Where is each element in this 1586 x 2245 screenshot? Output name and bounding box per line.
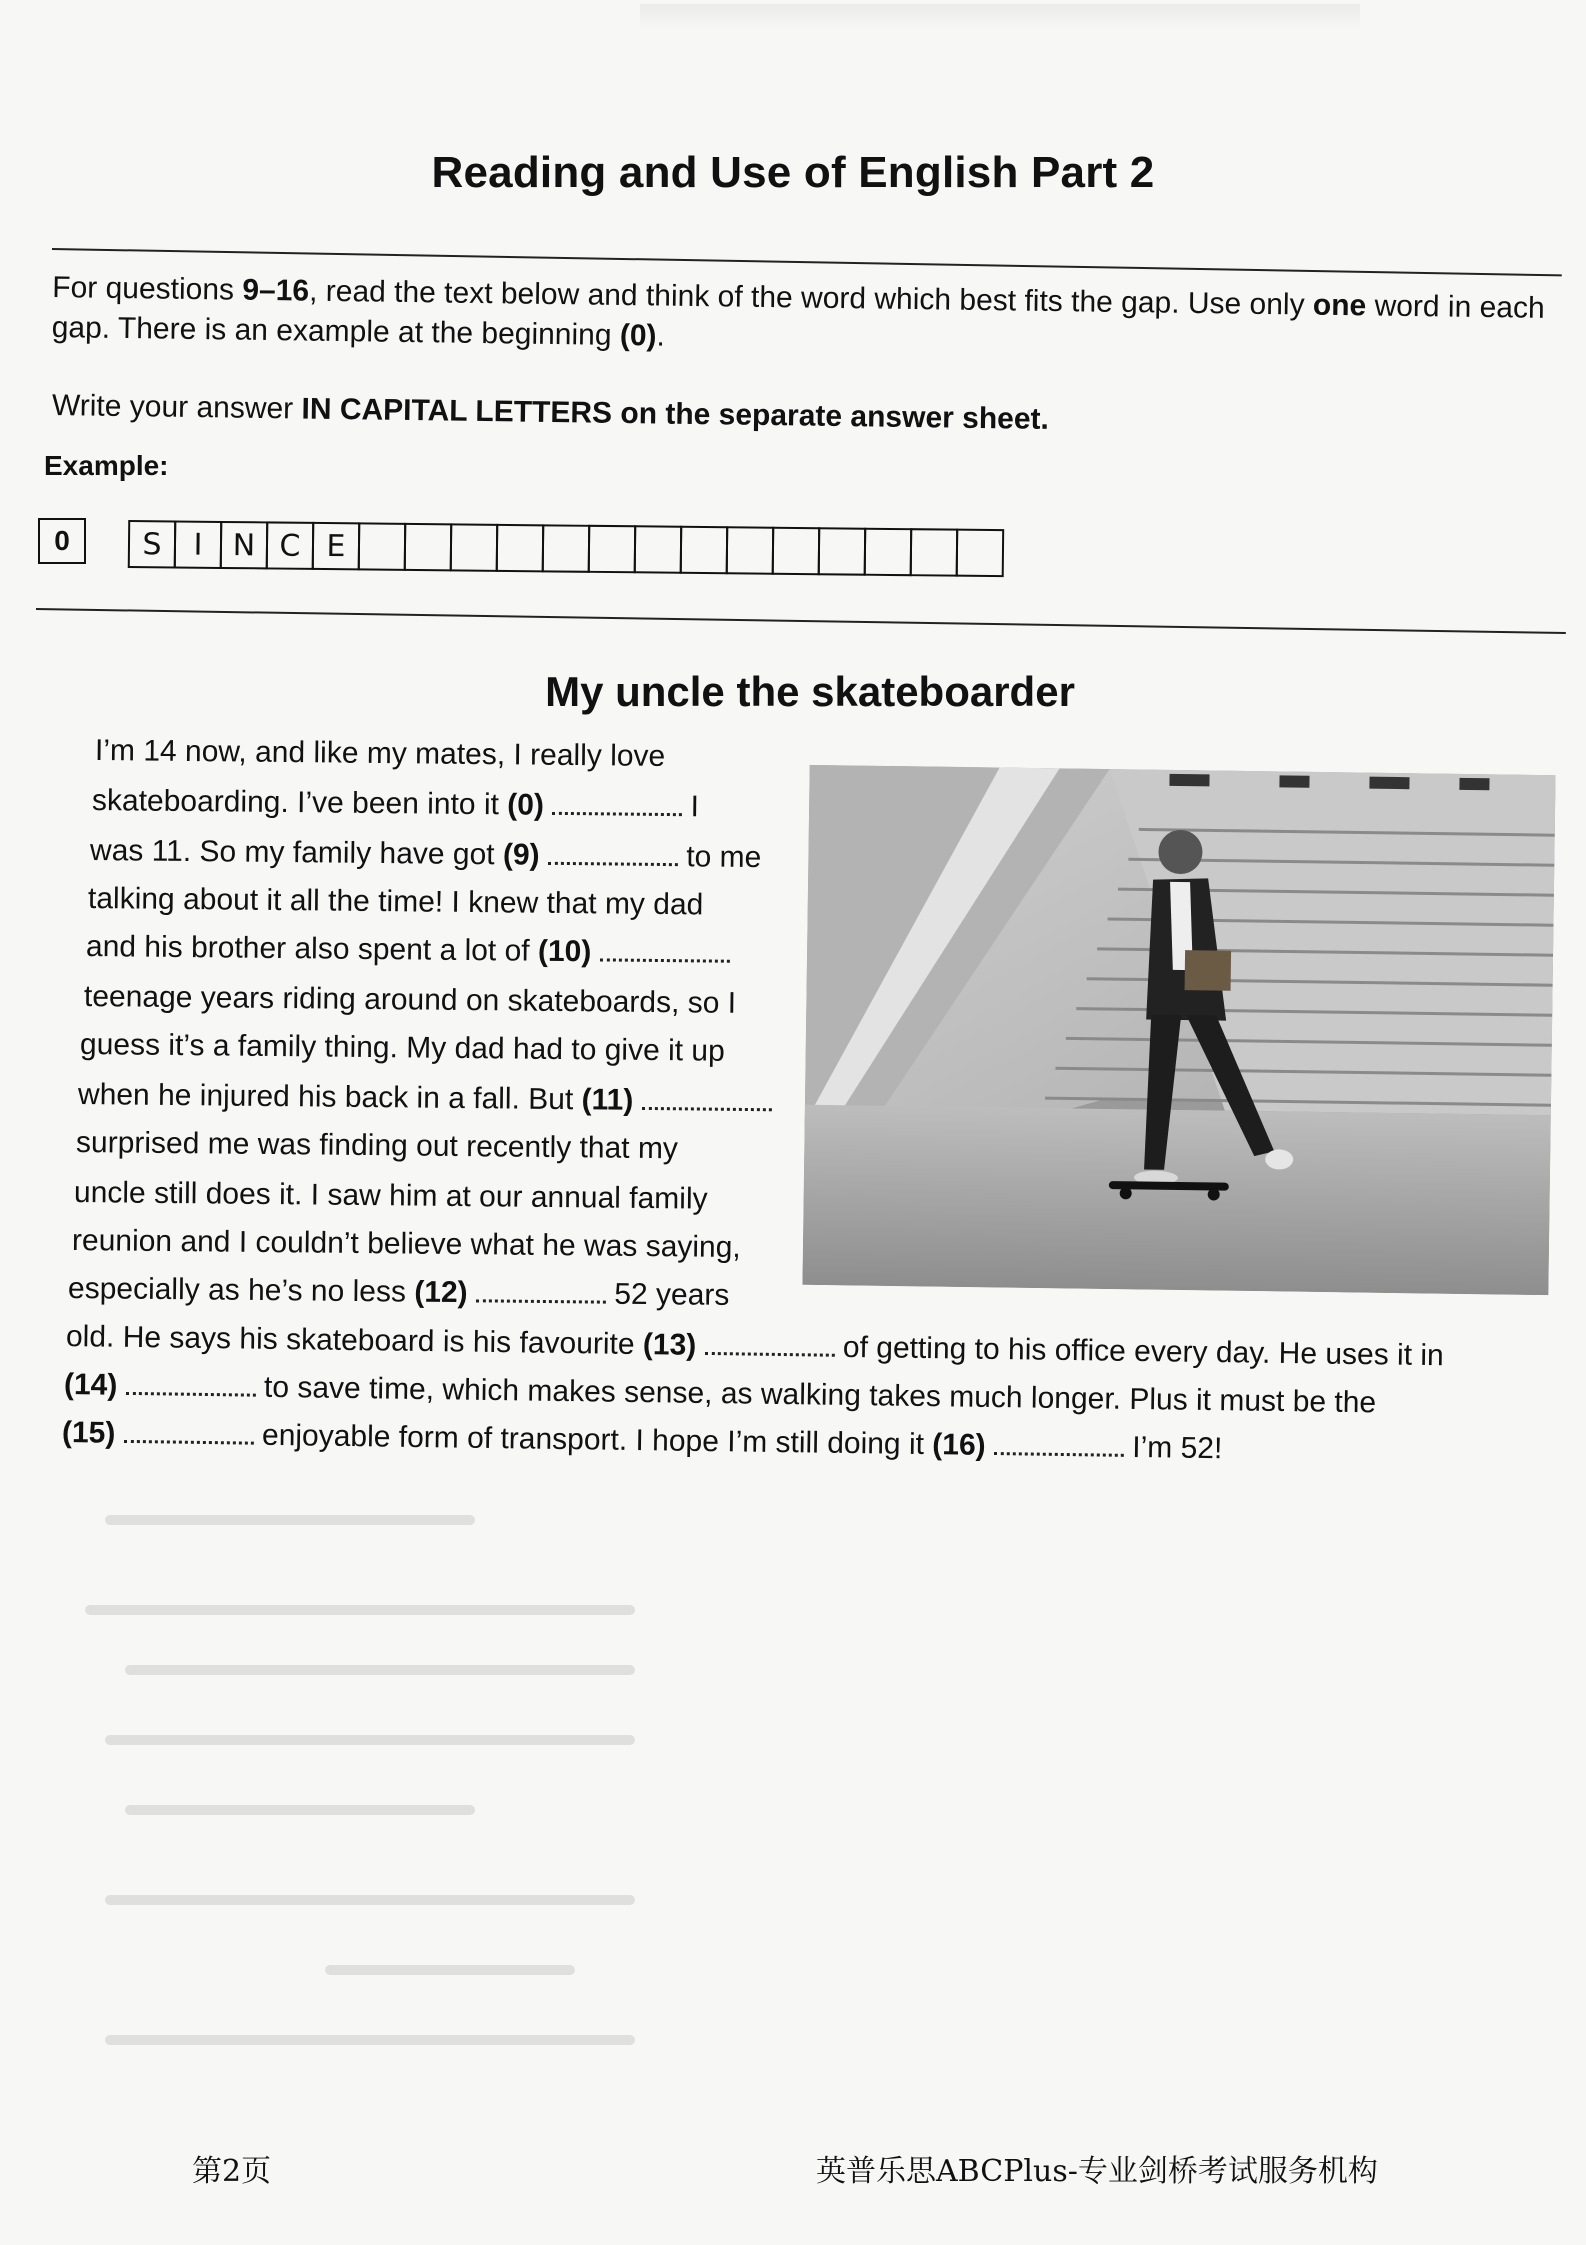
footer-page-number: 第2页 [192, 2154, 272, 2189]
story-line: old. He says his skateboard is his favourite (13) of getting to his office every day. He uses it in [65, 1320, 1444, 1373]
answer-cell: N [220, 521, 269, 570]
story-title: My uncle the skateboarder [545, 668, 1075, 715]
answer-cell [404, 523, 453, 572]
story-line: especially as he’s no less (12) 52 years [67, 1272, 730, 1312]
answer-cell [772, 527, 821, 576]
answer-gap [124, 1422, 254, 1445]
answer-cell: I [174, 520, 223, 569]
answer-cell [864, 528, 913, 577]
story-line: uncle still does it. I saw him at our annual family [73, 1176, 708, 1216]
bleed-through-text [70, 1480, 650, 2100]
example-number-box: 0 [38, 518, 86, 564]
example-label: Example: [44, 450, 169, 481]
answer-cell [634, 525, 683, 574]
answer-gap [548, 844, 678, 866]
divider-bottom [36, 608, 1566, 634]
page-top-edge [640, 4, 1360, 30]
answer-cell [818, 527, 867, 576]
story-line: talking about it all the time! I knew that my dad [87, 882, 704, 922]
answer-gap [642, 1089, 772, 1111]
story-line: was 11. So my family have got (9) to me [89, 834, 762, 875]
answer-cell [588, 525, 637, 574]
answer-gap [552, 794, 682, 816]
answer-cell [726, 526, 775, 575]
story-line: guess it’s a family thing. My dad had to give it up [79, 1028, 725, 1068]
answer-gap [994, 1434, 1124, 1457]
answer-cell [956, 529, 1005, 578]
answer-cell [358, 522, 407, 571]
story-line: (14) to save time, which makes sense, as walking takes much longer. Plus it must be the [63, 1368, 1377, 1420]
story-line: skateboarding. I’ve been into it (0) I [91, 784, 700, 824]
answer-gap [600, 940, 730, 962]
answer-cell [680, 526, 729, 575]
answer-cell [910, 528, 959, 577]
answer-gap [476, 1281, 606, 1303]
page-title: Reading and Use of English Part 2 [431, 148, 1155, 197]
instruction-paragraph: For questions 9–16, read the text below and think of the word which best fits the gap. Use only one word in each gap. There is an example at the beginning (0). [51, 271, 1545, 353]
answer-cell [542, 524, 591, 573]
answer-cell [496, 524, 545, 573]
answer-cell: S [128, 520, 177, 569]
answer-cell [450, 523, 499, 572]
answer-gap [126, 1374, 256, 1397]
footer-organization: 英普乐思ABCPlus-专业剑桥考试服务机构 [816, 2154, 1378, 2189]
story-line: teenage years riding around on skateboards, so I [83, 980, 737, 1020]
answer-grid [130, 520, 1004, 577]
story-line: (15) enjoyable form of transport. I hope I’m still doing it (16) I’m 52! [61, 1416, 1223, 1466]
story-line: when he injured his back in a fall. But (11) [78, 1078, 772, 1119]
answer-cell: E [312, 522, 361, 571]
skateboarder-photo [802, 765, 1555, 1295]
story-line: reunion and I couldn’t believe what he was saying, [71, 1224, 741, 1265]
answer-instruction: Write your answer IN CAPITAL LETTERS on the separate answer sheet. [51, 389, 1050, 436]
answer-gap [704, 1334, 834, 1357]
story-line: surprised me was finding out recently that my [75, 1126, 679, 1166]
answer-cell: C [266, 521, 315, 570]
story-line: I’m 14 now, and like my mates, I really love [94, 734, 666, 773]
story-line: and his brother also spent a lot of (10) [86, 930, 730, 971]
